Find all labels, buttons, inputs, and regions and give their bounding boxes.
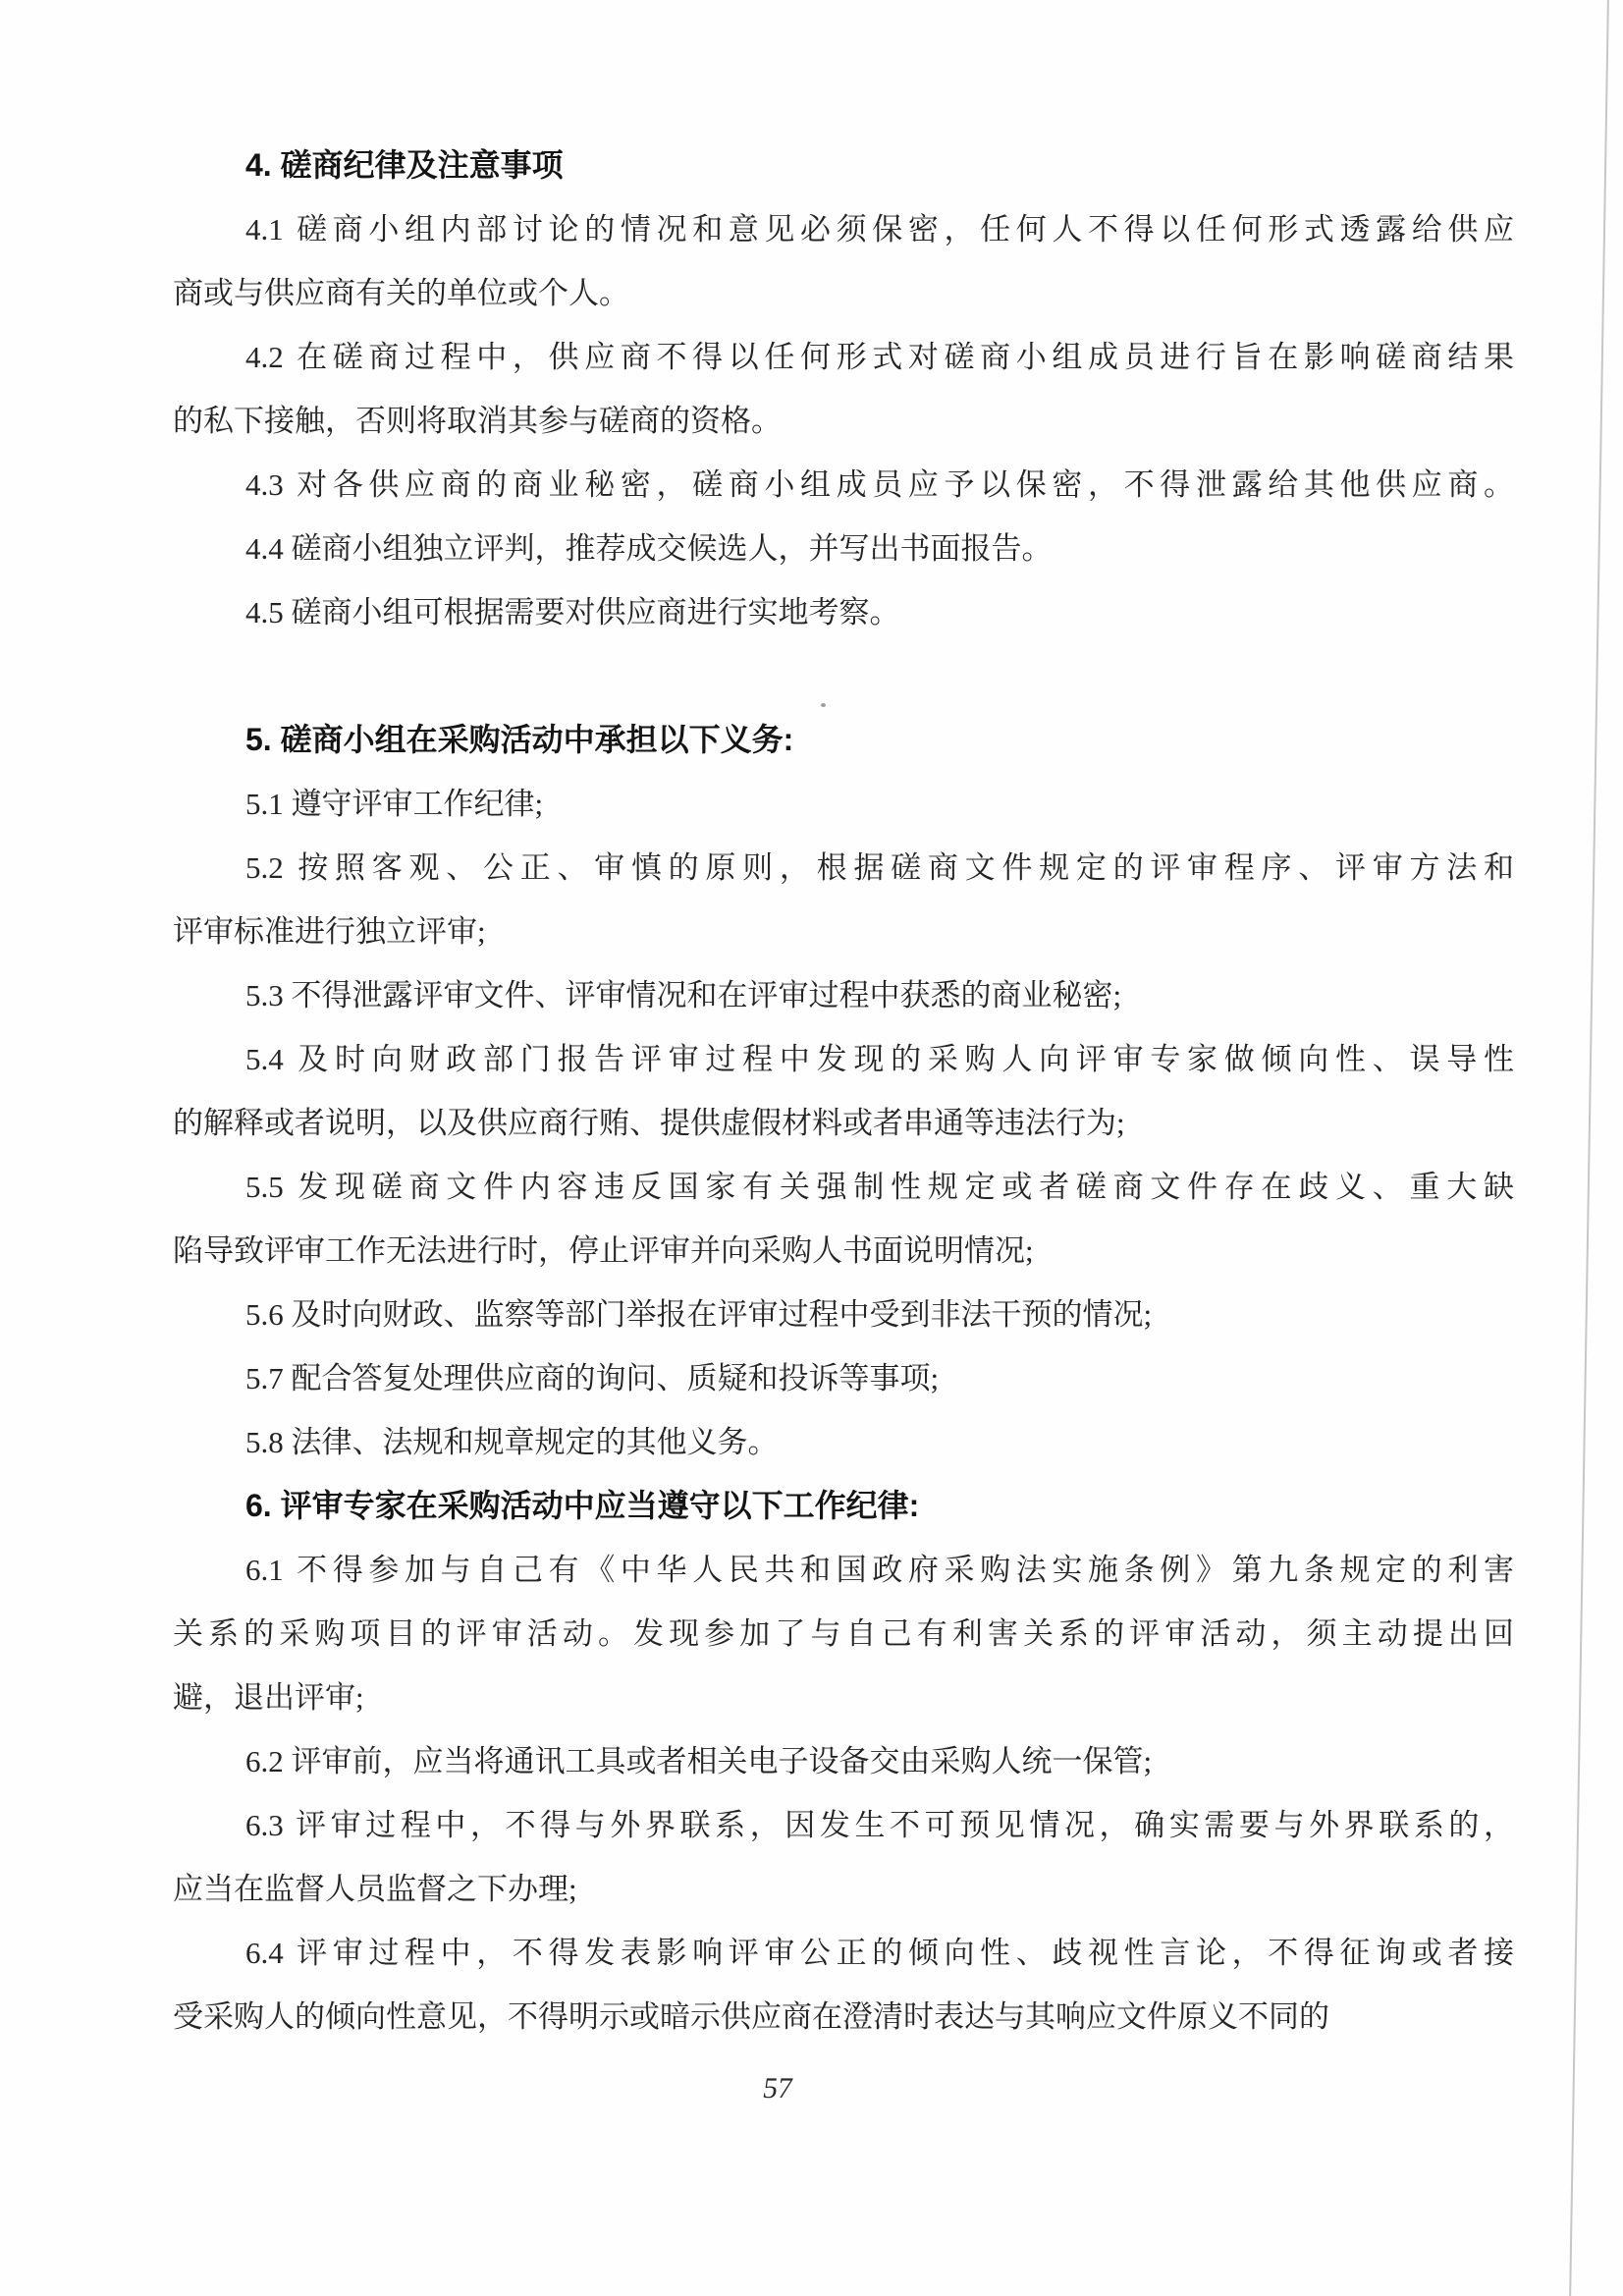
paragraph-4-1 [173, 197, 1514, 325]
paragraph-5-3 [173, 963, 1514, 1027]
paragraph-5-7 [173, 1346, 1514, 1410]
paragraph-4-5 [173, 580, 1514, 644]
text-line: 4.3 对各供应商的商业秘密，磋商小组成员应予以保密，不得泄露给其他供应商。 [245, 467, 1514, 502]
text-line: 评审标准进行独立评审; [173, 914, 486, 949]
text-line: 6.2 评审前，应当将通讯工具或者相关电子设备交由采购人统一保管; [245, 1744, 1153, 1778]
page-content [173, 134, 1514, 2049]
text-line: 5.4 及时向财政部门报告评审过程中发现的采购人向评审专家做倾向性、误导性 [245, 1042, 1514, 1076]
section-4 [173, 134, 1514, 644]
paragraph-5-2 [173, 836, 1514, 963]
paragraph-4-2 [173, 325, 1514, 453]
text-line: 5.6 及时向财政、监察等部门举报在评审过程中受到非法干预的情况; [245, 1297, 1153, 1332]
paragraph-5-1 [173, 772, 1514, 836]
text-line: 的私下接触，否则将取消其参与磋商的资格。 [173, 404, 782, 438]
text-line: 6.4 评审过程中，不得发表影响评审公正的倾向性、歧视性言论，不得征询或者接 [245, 1936, 1514, 1970]
text-line: 应当在监督人员监督之下办理; [173, 1872, 577, 1906]
text-line: 4.5 磋商小组可根据需要对供应商进行实地考察。 [245, 595, 900, 629]
text-line: 5.8 法律、法规和规章规定的其他义务。 [245, 1425, 779, 1459]
paragraph-5-8 [173, 1410, 1514, 1474]
section-5 [173, 708, 1514, 1474]
text-line: 5.1 遵守评审工作纪律; [245, 787, 544, 821]
text-line: 避，退出评审; [173, 1680, 364, 1715]
text-line: 的解释或者说明，以及供应商行贿、提供虚假材料或者串通等违法行为; [173, 1106, 1125, 1140]
paragraph-5-4 [173, 1027, 1514, 1155]
section-6-heading: 6. 评审专家在采购活动中应当遵守以下工作纪律: [245, 1488, 920, 1523]
section-4-heading: 4. 磋商纪律及注意事项 [245, 147, 564, 183]
text-line: 陷导致评审工作无法进行时，停止评审并向采购人书面说明情况; [173, 1233, 1034, 1268]
text-line: 4.4 磋商小组独立评判，推荐成交候选人，并写出书面报告。 [245, 531, 1053, 566]
paragraph-4-3 [173, 453, 1514, 517]
paragraph-5-5 [173, 1155, 1514, 1283]
scan-speck [821, 703, 826, 707]
text-line: 商或与供应商有关的单位或个人。 [173, 276, 629, 310]
text-line: 受采购人的倾向性意见，不得明示或暗示供应商在澄清时表达与其响应文件原义不同的 [173, 1999, 1329, 2034]
paragraph-5-6 [173, 1283, 1514, 1346]
text-line: 6.1 不得参加与自己有《中华人民共和国政府采购法实施条例》第九条规定的利害 [245, 1553, 1514, 1587]
text-line: 关系的采购项目的评审活动。发现参加了与自己有利害关系的评审活动，须主动提出回 [173, 1616, 1514, 1651]
section-5-heading: 5. 磋商小组在采购活动中承担以下义务: [245, 722, 794, 757]
paragraph-6-2 [173, 1729, 1514, 1793]
text-line: 4.1 磋商小组内部讨论的情况和意见必须保密，任何人不得以任何形式透露给供应 [245, 212, 1514, 246]
page-number: 57 [760, 2072, 795, 2105]
text-line: 5.7 配合答复处理供应商的询问、质疑和投诉等事项; [245, 1361, 940, 1395]
paragraph-6-3 [173, 1793, 1514, 1921]
text-line: 4.2 在磋商过程中，供应商不得以任何形式对磋商小组成员进行旨在影响磋商结果 [245, 340, 1514, 374]
paragraph-6-1 [173, 1538, 1514, 1729]
section-6 [173, 1474, 1514, 2049]
paragraph-4-4 [173, 517, 1514, 580]
text-line: 5.2 按照客观、公正、审慎的原则，根据磋商文件规定的评审程序、评审方法和 [245, 850, 1514, 885]
text-line: 6.3 评审过程中，不得与外界联系，因发生不可预见情况，确实需要与外界联系的， [245, 1808, 1514, 1842]
scan-edge-artifact-line [1569, 0, 1609, 2296]
text-line: 5.3 不得泄露评审文件、评审情况和在评审过程中获悉的商业秘密; [245, 978, 1122, 1012]
text-line: 5.5 发现磋商文件内容违反国家有关强制性规定或者磋商文件存在歧义、重大缺 [245, 1170, 1514, 1204]
paragraph-6-4 [173, 1921, 1514, 2049]
